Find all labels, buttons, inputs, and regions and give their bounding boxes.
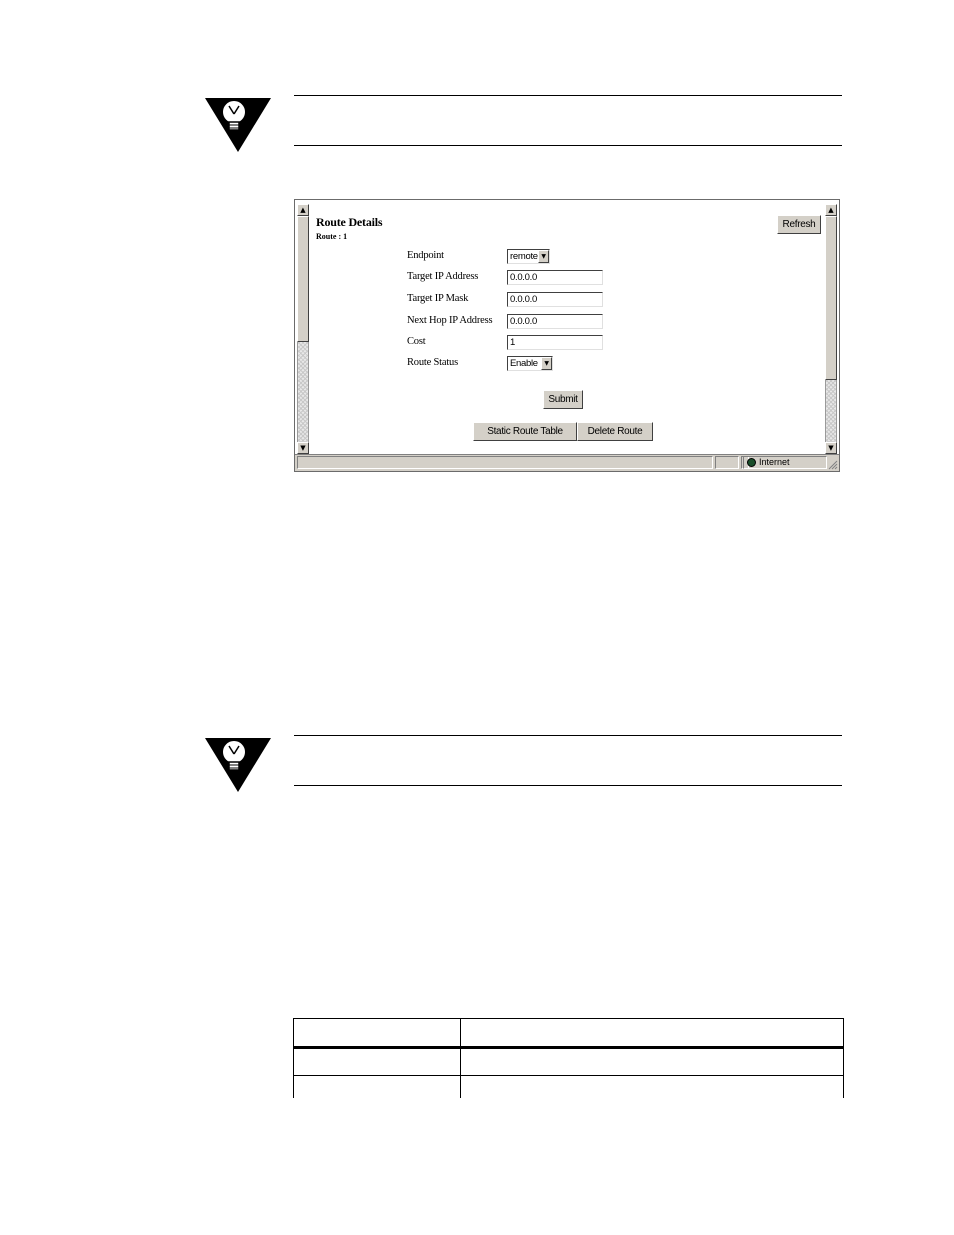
left-scrollbar[interactable] — [297, 204, 309, 454]
submit-button[interactable]: Submit — [543, 390, 583, 409]
table-header-cell — [294, 1019, 461, 1046]
scroll-up-arrow-icon[interactable]: ▲ — [297, 204, 309, 216]
target-ip-address-input[interactable]: 0.0.0.0 — [507, 270, 603, 285]
route-details-window — [294, 199, 840, 472]
route-status-select[interactable] — [507, 356, 553, 371]
table-cell — [294, 1049, 461, 1075]
note-top-rule — [294, 95, 842, 96]
resize-grip-icon[interactable] — [827, 459, 838, 470]
data-table — [293, 1018, 844, 1098]
note-block-2 — [200, 734, 846, 790]
scroll-down-arrow-icon[interactable]: ▼ — [297, 442, 309, 454]
table-row — [293, 1076, 844, 1098]
cost-label: Cost — [407, 336, 426, 347]
route-status-label: Route Status — [407, 357, 458, 368]
page-content — [311, 204, 824, 454]
zone-cell — [743, 456, 827, 469]
table-cell — [294, 1076, 461, 1098]
right-scrollbar[interactable] — [825, 204, 837, 454]
endpoint-label: Endpoint — [407, 250, 444, 261]
note-bottom-rule — [294, 145, 842, 146]
target-ip-mask-input[interactable]: 0.0.0.0 — [507, 292, 603, 307]
next-hop-ip-address-label: Next Hop IP Address — [407, 315, 493, 326]
scroll-thumb[interactable] — [297, 216, 309, 342]
zone-label: Internet — [759, 457, 790, 467]
status-bar — [295, 454, 839, 471]
note-top-rule — [294, 735, 842, 736]
route-status-value: Enable — [510, 358, 538, 369]
table-header-row — [293, 1018, 844, 1049]
status-cell — [715, 456, 739, 469]
delete-route-button[interactable]: Delete Route — [577, 422, 653, 441]
note-block-1 — [200, 94, 846, 150]
scroll-thumb[interactable] — [825, 216, 837, 380]
scroll-up-arrow-icon[interactable]: ▲ — [825, 204, 837, 216]
endpoint-select[interactable] — [507, 249, 550, 264]
target-ip-mask-label: Target IP Mask — [407, 293, 469, 304]
route-number: Route : 1 — [316, 232, 348, 241]
next-hop-ip-address-input[interactable]: 0.0.0.0 — [507, 314, 603, 329]
target-ip-address-label: Target IP Address — [407, 271, 479, 282]
scroll-down-arrow-icon[interactable]: ▼ — [825, 442, 837, 454]
lightbulb-note-icon — [205, 736, 271, 794]
page-title: Route Details — [316, 215, 383, 229]
chevron-down-icon[interactable]: ▼ — [538, 250, 549, 263]
refresh-button[interactable]: Refresh — [777, 215, 821, 234]
lightbulb-note-icon — [205, 96, 271, 154]
endpoint-value: remote — [510, 251, 538, 262]
chevron-down-icon[interactable]: ▼ — [541, 357, 552, 370]
globe-icon — [747, 458, 756, 467]
note-bottom-rule — [294, 785, 842, 786]
cost-input[interactable]: 1 — [507, 335, 603, 350]
static-route-table-button[interactable]: Static Route Table — [473, 422, 577, 441]
status-cell — [297, 456, 713, 469]
table-row — [293, 1049, 844, 1076]
